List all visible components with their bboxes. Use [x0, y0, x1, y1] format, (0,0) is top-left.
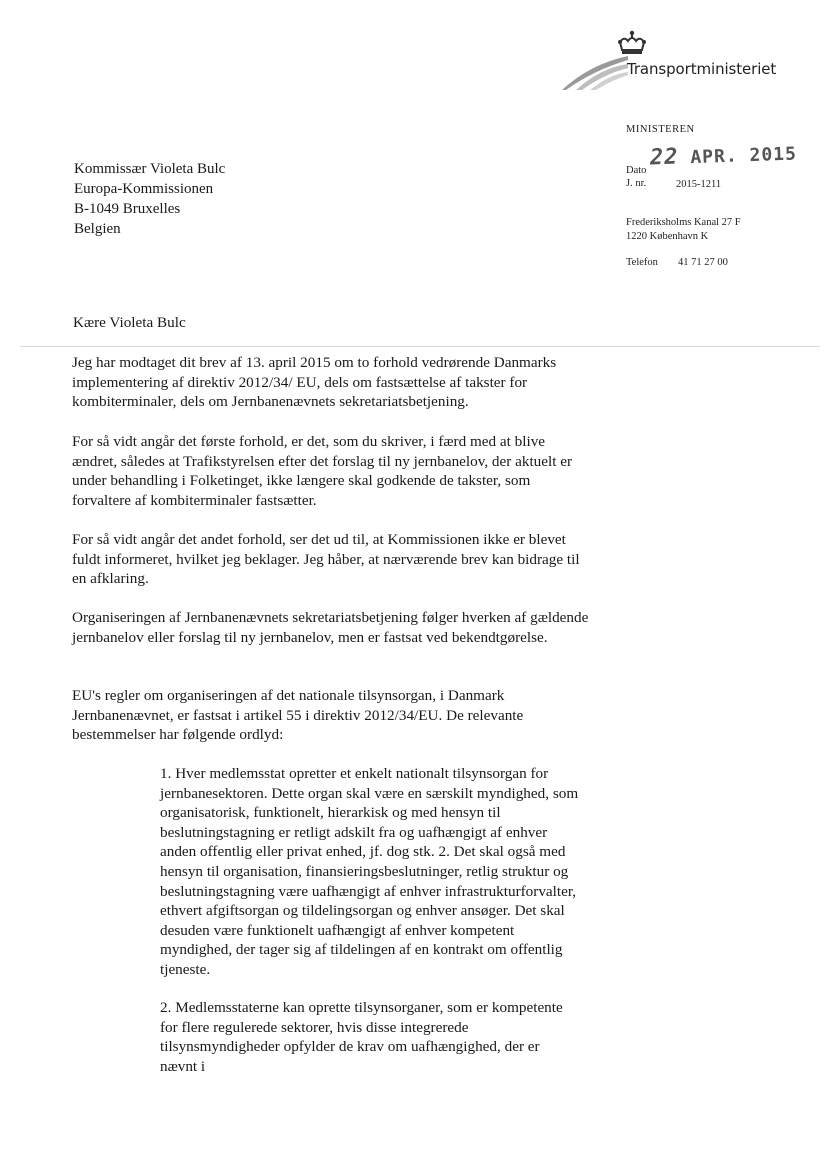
paragraph-2: For så vidt angår det første forhold, er det, som du skriver, i færd med at blive ændret, således at Trafikstyrelsen efter det forslag til ny jernbanelov, der aktuelt er under behandling i Folketinget, ikke længere skal godkende de takster, som forvaltere af kombiterminaler fastsætter.	[72, 433, 573, 509]
date-stamp-month-year: APR. 2015	[690, 143, 798, 169]
recipient-line1: Kommissær Violeta Bulc	[74, 161, 226, 177]
sender-address-line1: Frederiksholms Kanal 27 F	[626, 217, 741, 228]
salutation: Kære Violeta Bulc	[73, 314, 186, 331]
quote-paragraph-1: 1. Hver medlemsstat opretter et enkelt nationalt tilsynsorgan for jernbanesektoren. Dette organ skal være en særskilt myndighed, som organisatorisk, funktionelt, hierarkisk og med hensyn til beslutningstagning er retligt adskilt fra og uafhængigt af enhver anden offentlig eller privat enhed, jf. dog stk. 2. Det skal også med hensyn til organisation, finansieringsbeslutninger, retlig struktur og beslutningstagning være uafhængigt af enhver infrastrukturforvalter, ethvert afgiftsorgan og tildelingsorgan og enhver ansøger. Det skal desuden være funktionelt uafhængigt af enhver kompetent myndighed, der tager sig af tildelingen af en kontrakt om offentlig tjeneste.	[160, 765, 579, 978]
jnr-label: J. nr.	[626, 178, 647, 189]
date-label: Dato	[626, 165, 647, 176]
paragraph-5: EU's regler om organiseringen af det nationale tilsynsorgan, i Danmark Jernbanenævnet, er fastsat i artikel 55 i direktiv 2012/34/EU. De relevante bestemmelser har følgende ordlyd:	[72, 687, 524, 744]
scan-divider	[20, 346, 820, 347]
quote-paragraph-2: 2. Medlemsstaterne kan oprette tilsynsorganer, som er kompetente for flere regulerede sektorer, hvis disse integrerede tilsynsmyndigheder opfylder de krav om uafhængighed, der er nævnt i	[160, 999, 563, 1075]
paragraph-1: Jeg har modtaget dit brev af 13. april 2015 om to forhold vedrørende Danmarks implementering af direktiv 2012/34/ EU, dels om fastsættelse af takster for kombiterminaler, dels om Jernbanenævnets sekretariatsbetjening.	[72, 354, 557, 411]
paragraph-3: For så vidt angår det andet forhold, ser det ud til, at Kommissionen ikke er blevet fuldt informeret, hvilket jeg beklager. Jeg håber, at nærværende brev kan bidrage til en afklaring.	[72, 531, 580, 588]
date-stamp-day: 22	[649, 144, 679, 171]
sender-title: MINISTEREN	[626, 124, 695, 135]
jnr-value: 2015-1211	[676, 179, 722, 190]
phone-label: Telefon	[626, 257, 658, 268]
phone-value: 41 71 27 00	[678, 257, 728, 268]
paragraph-4: Organiseringen af Jernbanenævnets sekretariatsbetjening følger hverken af gældende jernbanelov eller forslag til ny jernbanelov, men er fastsat ved bekendtgørelse.	[72, 609, 589, 646]
recipient-line3: B-1049 Bruxelles	[74, 201, 181, 217]
ministry-name: Transportministeriet	[627, 60, 777, 78]
recipient-line2: Europa-Kommissionen	[74, 181, 214, 197]
recipient-line4: Belgien	[74, 221, 121, 237]
logo-swoosh-icon	[560, 50, 630, 92]
sender-address-line2: 1220 København K	[626, 231, 709, 242]
date-stamp	[650, 140, 798, 170]
